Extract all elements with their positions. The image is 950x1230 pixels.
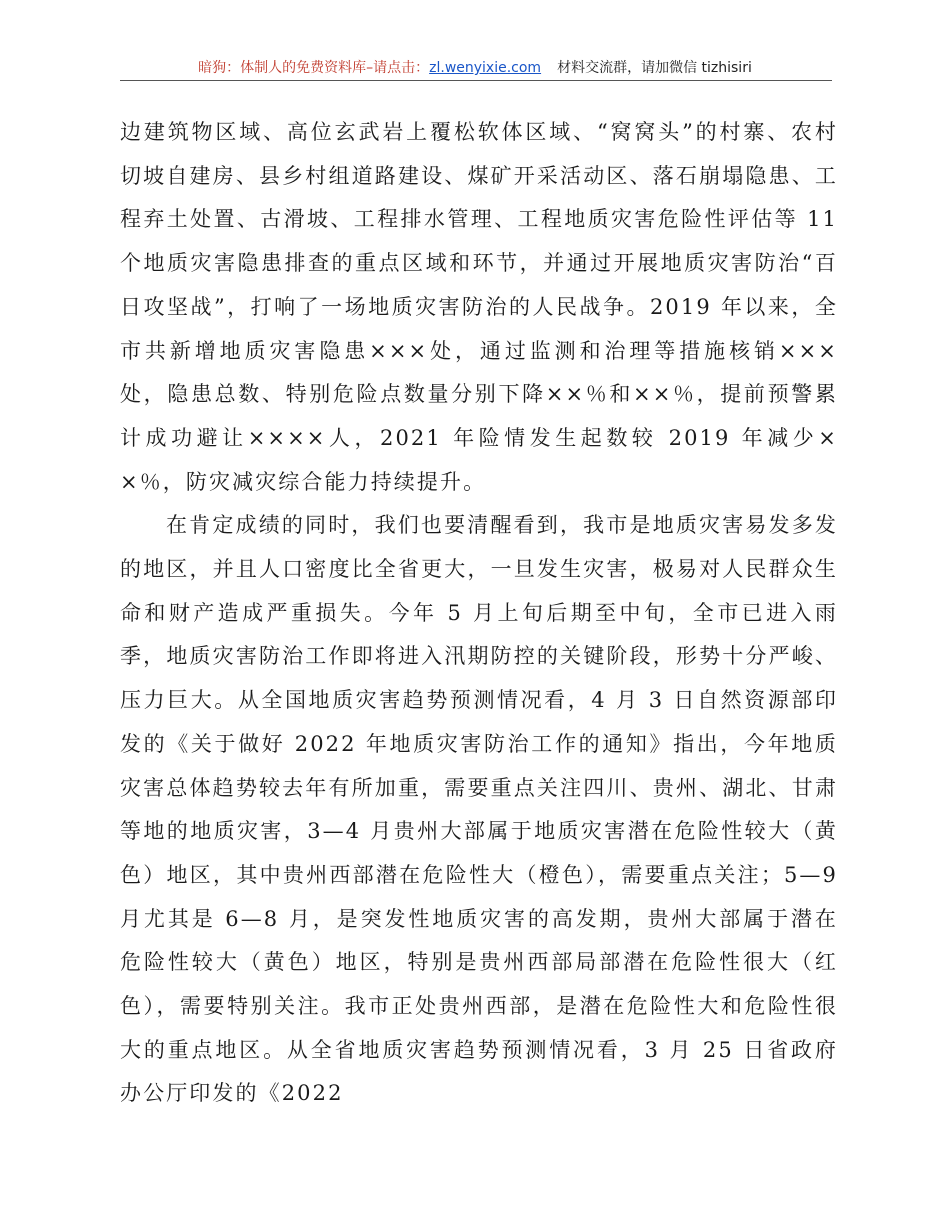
document-header (120, 58, 830, 82)
header-link[interactable]: zl.wenyixie.com (429, 60, 542, 76)
header-divider (120, 80, 832, 81)
header-contact: 材料交流群，请加微信 tizhisiri (557, 60, 752, 76)
body-paragraph-1: 边建筑物区域、高位玄武岩上覆松软体区域、“窝窝头”的村寨、农村切坡自建房、县乡村组道路建设、煤矿开采活动区、落石崩塌隐患、工程弃土处置、古滑坡、工程排水管理、工程地质灾害危险性评估等 11 个地质灾害隐患排查的重点区域和环节，并通过开展地质灾害防治“百日攻坚战”，打响了一场地质灾害防治的人民战争。2019 年以来，全市共新增地质灾害隐患×××处，通过监测和治理等措施核销×××处，隐患总数、特别危险点数量分别下降××％和××％，提前预警累计成功避让××××人，2021 年险情发生起数较 2019 年减少××％，防灾减灾综合能力持续提升。 (120, 120, 838, 494)
body-paragraph-2: 在肯定成绩的同时，我们也要清醒看到，我市是地质灾害易发多发的地区，并且人口密度比全省更大，一旦发生灾害，极易对人民群众生命和财产造成严重损失。今年 5 月上旬后期至中旬，全市已进入雨季，地质灾害防治工作即将进入汛期防控的关键阶段，形势十分严峻、压力巨大。从全国地质灾害趋势预测情况看，4 月 3 日自然资源部印发的《关于做好 2022 年地质灾害防治工作的通知》指出，今年地质灾害总体趋势较去年有所加重，需要重点关注四川、贵州、湖北、甘肃等地的地质灾害，3—4 月贵州大部属于地质灾害潜在危险性较大（黄色）地区，其中贵州西部潜在危险性大（橙色），需要重点关注；5—9 月尤其是 6—8 月，是突发性地质灾害的高发期，贵州大部属于潜在危险性较大（黄色）地区，特别是贵州西部局部潜在危险性很大（红色），需要特别关注。我市正处贵州西部，是潜在危险性大和危险性很大的重点地区。从全省地质灾害趋势预测情况看，3 月 25 日省政府办公厅印发的《2022 (120, 513, 838, 1106)
header-prompt: –请点击： (366, 60, 430, 76)
header-brand: 暗狗：体制人的免费资料库 (198, 60, 367, 76)
document-body (120, 111, 838, 1116)
